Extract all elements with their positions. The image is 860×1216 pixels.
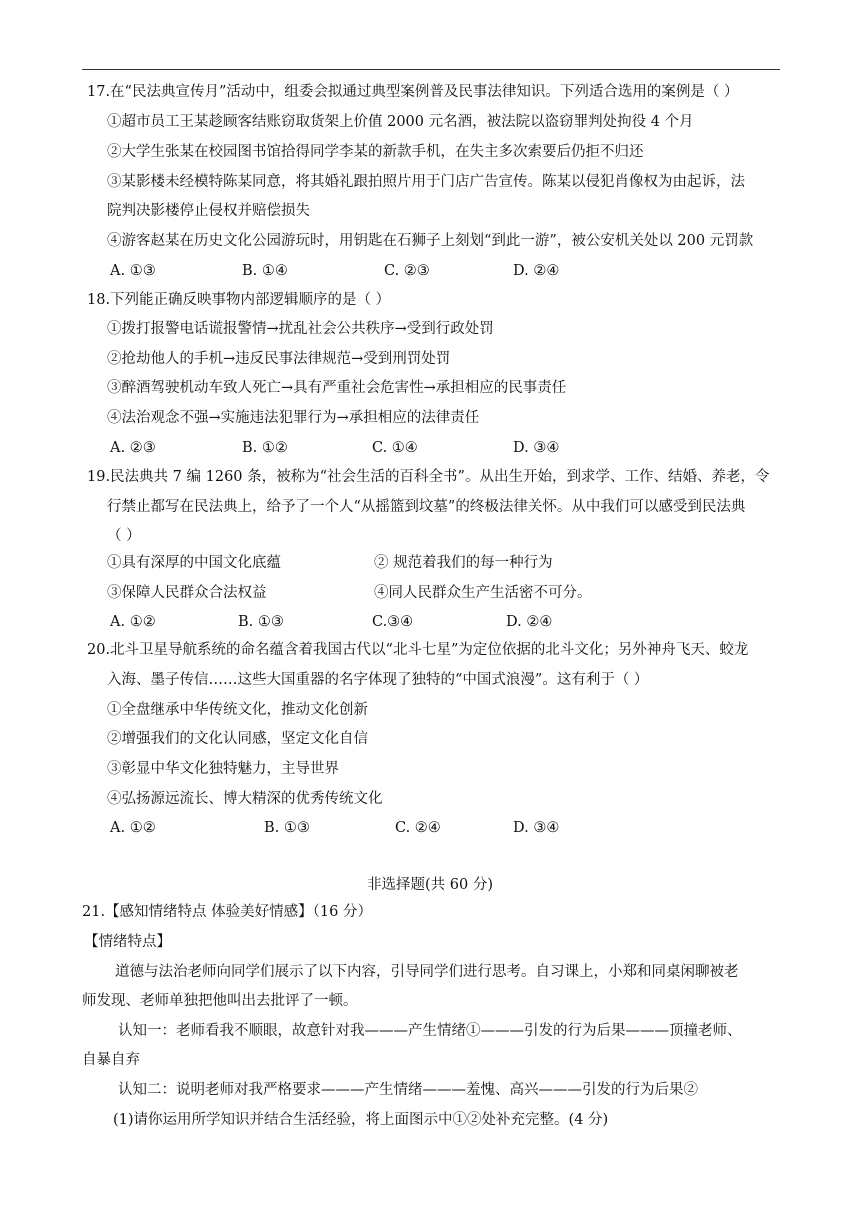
q20-option-a: A. ①② [110, 820, 156, 836]
question-21-stem: 21.【感知情绪特点 体验美好情感】（16 分） [82, 904, 372, 920]
q19-options [0, 612, 860, 632]
q18-option-d: D. ③④ [513, 440, 560, 456]
question-17-stem: 17.在“民法典宣传月”活动中，组委会拟通过典型案例普及民事法律知识。下列适合选用的案例是（ ） [87, 84, 739, 100]
q18-option-c: C. ①④ [372, 440, 418, 456]
q17-item-3: ③某影楼未经模特陈某同意，将其婚礼跟拍照片用于门店广告宣传。陈某以侵犯肖像权为由起诉，法 [107, 174, 745, 190]
q21-cognition-1-cont: 自暴自弃 [82, 1052, 140, 1068]
question-19-stem: 19.民法典共 7 编 1260 条，被称为“社会生活的百科全书”。从出生开始，到求学、工作、结婚、养老，令 [87, 469, 770, 485]
q20-option-c: C. ②④ [395, 820, 441, 836]
q18-option-a: A. ②③ [110, 440, 156, 456]
q17-option-b: B. ①④ [242, 263, 288, 279]
q17-item-3-cont: 院判决影楼停止侵权并赔偿损失 [107, 203, 310, 219]
q20-item-3: ③彰显中华文化独特魅力，主导世界 [107, 761, 339, 777]
question-20-stem: 20.北斗卫星导航系统的命名蕴含着我国古代以“北斗七星”为定位依据的北斗文化；另外神舟飞天、蛟龙 [87, 642, 749, 658]
q17-options [0, 261, 860, 281]
q20-options [0, 818, 860, 838]
q21-sub-heading: 【情绪特点】 [84, 934, 171, 950]
q17-option-c: C. ②③ [384, 263, 430, 279]
q18-item-3: ③醉酒驾驶机动车致人死亡→具有严重社会危害性→承担相应的民事责任 [107, 380, 567, 396]
question-20-stem-line-2: 入海、墨子传信……这些大国重器的名字体现了独特的“中国式浪漫”。这有利于（ ） [107, 672, 649, 688]
q19-option-c: C.③④ [372, 614, 414, 630]
q18-item-4: ④法治观念不强→实施违法犯罪行为→承担相应的法律责任 [107, 410, 480, 426]
question-19-answer-bracket: （ ） [107, 528, 141, 544]
question-18-stem: 18.下列能正确反映事物内部逻辑顺序的是（ ） [87, 292, 391, 308]
q20-item-1: ①全盘继承中华传统文化，推动文化创新 [107, 702, 368, 718]
q20-item-2: ②增强我们的文化认同感，坚定文化自信 [107, 731, 368, 747]
header-rule [82, 69, 780, 70]
question-19-stem-line-2: 行禁止都写在民法典上，给予了一个人“从摇篮到坟墓”的终极法律关怀。从中我们可以感受到民法典 [107, 499, 746, 515]
q19-option-d: D. ②④ [506, 614, 553, 630]
q20-option-b: B. ①③ [264, 820, 310, 836]
q21-subquestion-1: (1)请你运用所学知识并结合生活经验，将上面图示中①②处补充完整。(4 分) [113, 1112, 609, 1128]
q19-option-b: B. ①③ [238, 614, 284, 630]
q21-cognition-1: 认知一：老师看我不顺眼，故意针对我———产生情绪①———引发的行为后果———顶撞老师、 [118, 1023, 742, 1039]
q19-item-2: ② 规范着我们的每一种行为 [374, 555, 553, 571]
q19-option-a: A. ①② [110, 614, 156, 630]
q18-option-b: B. ①② [242, 440, 288, 456]
q21-intro-line-2: 师发现、老师单独把他叫出去批评了一顿。 [82, 993, 358, 1009]
q17-item-4: ④游客赵某在历史文化公园游玩时，用钥匙在石狮子上刻划“到此一游”，被公安机关处以 200 元罚款 [107, 233, 754, 249]
q17-option-d: D. ②④ [513, 263, 560, 279]
q18-item-2: ②抢劫他人的手机→违反民事法律规范→受到刑罚处罚 [107, 351, 451, 367]
q20-option-d: D. ③④ [513, 820, 560, 836]
q19-item-3: ③保障人民群众合法权益 [107, 585, 267, 601]
q19-item-1: ①具有深厚的中国文化底蕴 [107, 555, 281, 571]
q18-item-1: ①拨打报警电话谎报警情→扰乱社会公共秩序→受到行政处罚 [107, 321, 494, 337]
q20-item-4: ④弘扬源远流长、博大精深的优秀传统文化 [107, 791, 383, 807]
q17-item-2: ②大学生张某在校园图书馆拾得同学李某的新款手机，在失主多次索要后仍拒不归还 [107, 144, 644, 160]
q19-items-row-2 [0, 583, 860, 603]
q21-cognition-2: 认知二：说明老师对我严格要求———产生情绪———羞愧、高兴———引发的行为后果② [118, 1082, 698, 1098]
q17-item-1: ①超市员工王某趁顾客结账窃取货架上价值 2000 元名酒，被法院以盗窃罪判处拘役 4 个月 [107, 114, 694, 130]
section-title: 非选择题(共 60 分) [367, 877, 493, 893]
q19-items-row-1 [0, 553, 860, 573]
q18-options [0, 438, 860, 458]
q19-item-4: ④同人民群众生产生活密不可分。 [374, 585, 592, 601]
q17-option-a: A. ①③ [110, 263, 156, 279]
q21-intro-line-1: 道德与法治老师向同学们展示了以下内容，引导同学们进行思考。自习课上，小郑和同桌闲聊被老 [115, 964, 739, 980]
